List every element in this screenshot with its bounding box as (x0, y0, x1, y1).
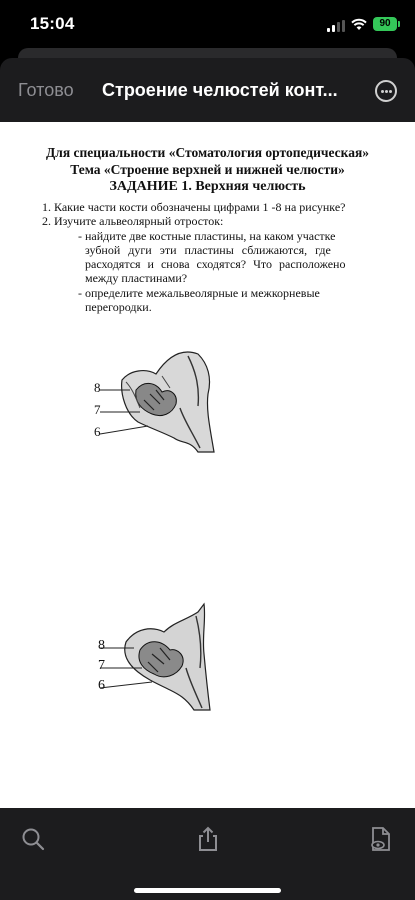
figure-label: 8 (94, 380, 101, 395)
question-line: - определите межальвеолярные и межкорневые (78, 286, 320, 300)
figure-label: 7 (94, 402, 101, 417)
figure-label: 7 (98, 658, 105, 673)
question-line: между пластинами? (85, 271, 188, 285)
question-line: 1. Какие части кости обозначены цифрами 1 -8 на рисунке? (42, 200, 346, 214)
quick-look-icon[interactable] (368, 826, 394, 852)
home-indicator (134, 888, 281, 893)
task-title: ЗАДАНИЕ 1. Верхняя челюсть (109, 179, 306, 194)
wifi-icon (350, 17, 368, 31)
status-bar (0, 0, 415, 50)
document-page (0, 122, 415, 808)
navigation-bar (0, 58, 415, 122)
bottom-toolbar (0, 808, 415, 900)
document-viewer (0, 58, 415, 900)
question-line: 2. Изучите альвеолярный отросток: (42, 214, 224, 228)
share-icon[interactable] (195, 826, 221, 852)
figure-label: 6 (94, 424, 101, 439)
question-line: перегородки. (85, 300, 152, 314)
question-line: расходятся и снова сходятся? Что расположено (85, 257, 346, 271)
done-button[interactable]: Готово (18, 80, 74, 100)
status-time: 15:04 (30, 14, 75, 33)
question-line: - найдите две костные пластины, на каком участке (78, 229, 336, 243)
battery-icon: 90 (373, 17, 397, 31)
figure-label: 8 (98, 638, 105, 653)
search-icon[interactable] (20, 826, 46, 852)
more-options-icon[interactable] (375, 80, 397, 102)
figure-label: 6 (98, 678, 105, 693)
document-title: Строение челюстей конт... (102, 80, 338, 100)
maxilla-figure-2 (90, 602, 220, 712)
document-heading: Для специальности «Стоматология ортопедическая» Тема «Строение верхней и нижней челюсти» (45, 145, 370, 177)
maxilla-figure-1 (90, 348, 220, 453)
question-line: зубной дуги эти пластины сближаются, где (85, 243, 331, 257)
cellular-signal-icon (327, 20, 345, 32)
